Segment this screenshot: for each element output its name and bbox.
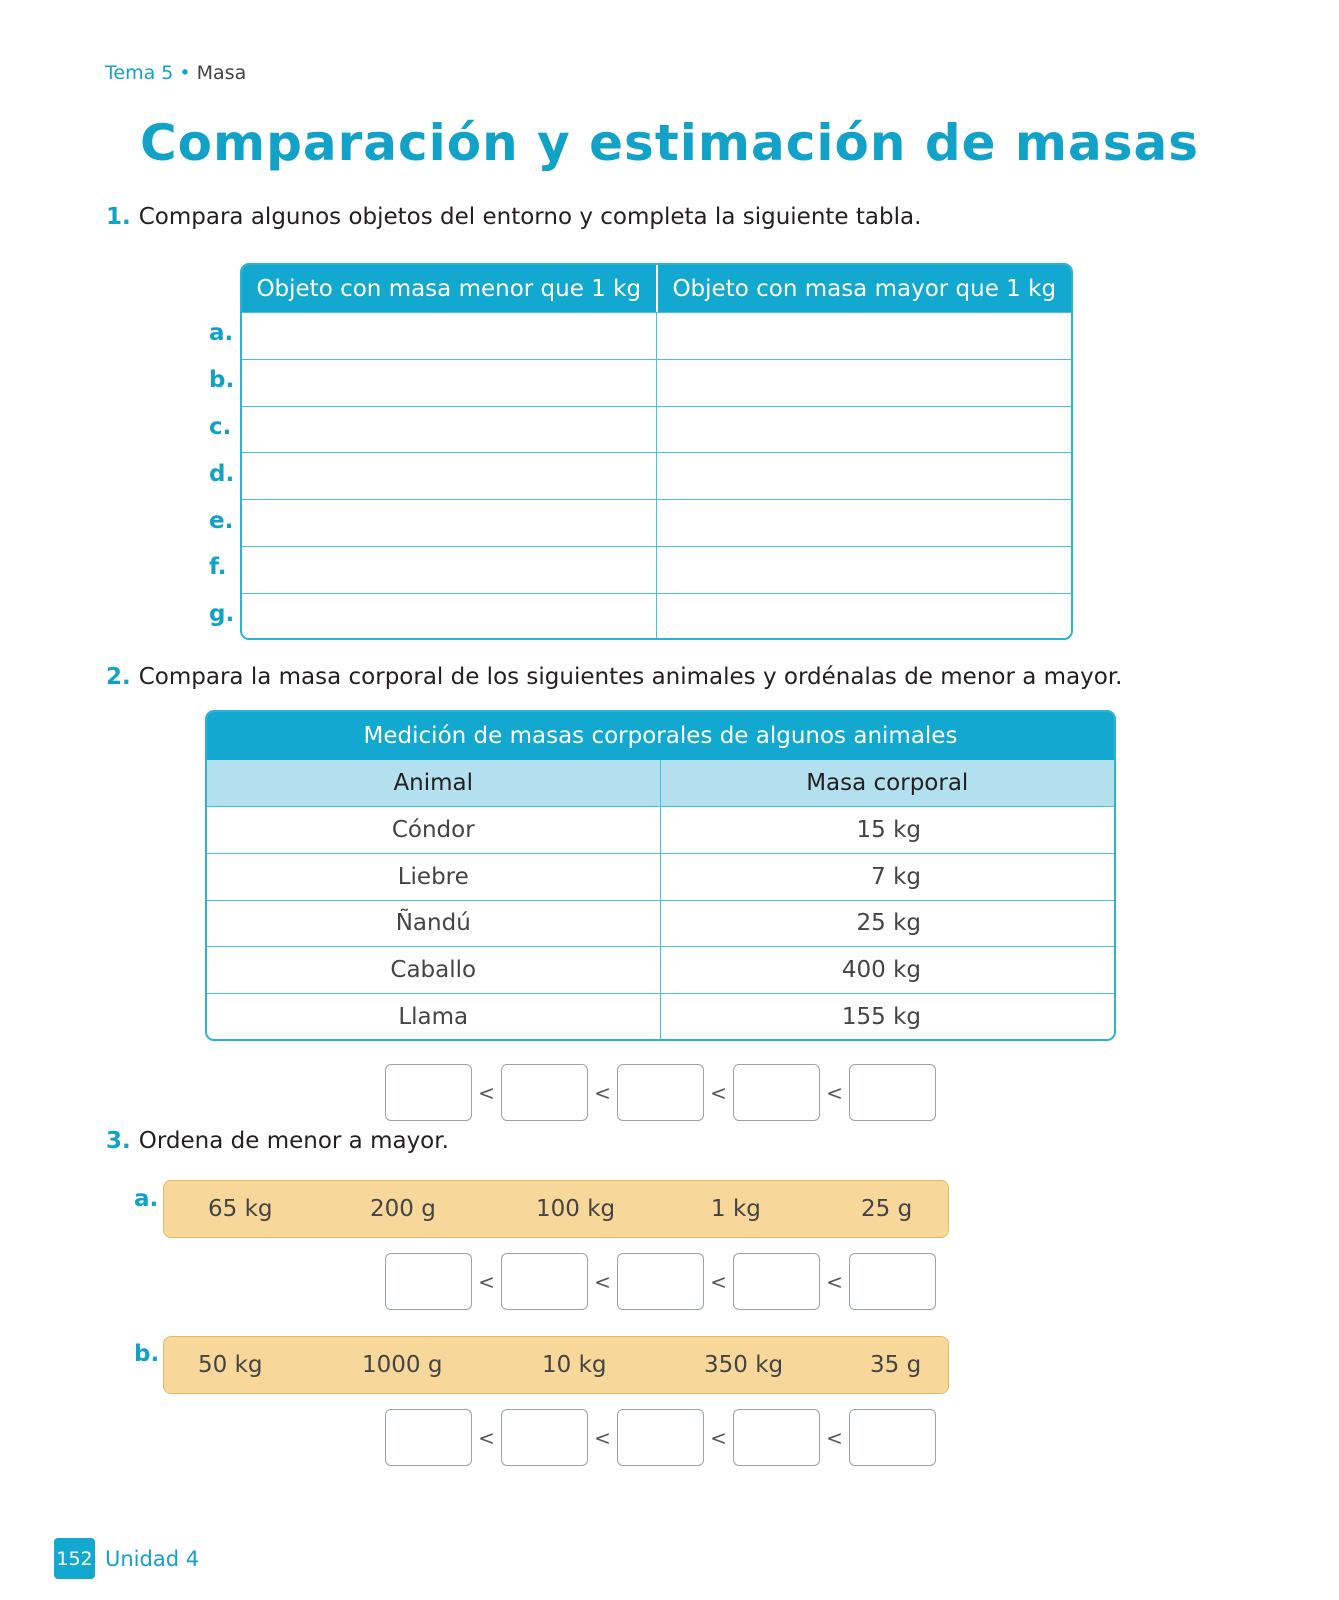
- topic-header: [105, 62, 246, 84]
- question-1: [106, 204, 921, 230]
- table-header-row: [207, 760, 1114, 806]
- mass-value: 50 kg: [198, 1352, 263, 1378]
- answer-box[interactable]: [385, 1409, 472, 1466]
- table-caption: Medición de masas corporales de algunos animales: [207, 712, 1114, 760]
- mass-value: 200 g: [370, 1196, 436, 1222]
- topic-separator: •: [173, 62, 197, 84]
- mass-value: 65 kg: [208, 1196, 273, 1222]
- mass-values-band-a: [163, 1180, 949, 1238]
- question-2-number: 2.: [106, 664, 131, 690]
- mass-cell: 15 kg: [856, 816, 921, 843]
- answer-box[interactable]: [617, 1064, 704, 1121]
- answer-box[interactable]: [501, 1253, 588, 1310]
- table-row: [207, 806, 1114, 853]
- less-than-sign: <: [710, 1425, 727, 1450]
- mass-value: 1 kg: [711, 1196, 761, 1222]
- row-label: d.: [209, 460, 235, 487]
- page-number: 152: [54, 1538, 95, 1579]
- table-row: [242, 406, 1071, 453]
- mass-value: 350 kg: [704, 1352, 784, 1378]
- header-more-than-1kg: Objeto con masa mayor que 1 kg: [672, 275, 1057, 302]
- question-2-text: Compara la masa corporal de los siguientes animales y ordénalas de menor a mayor.: [138, 664, 1123, 690]
- answer-box[interactable]: [617, 1253, 704, 1310]
- topic-number: Tema 5: [105, 62, 174, 84]
- answer-cell[interactable]: [242, 407, 657, 453]
- row-label: g.: [209, 601, 235, 628]
- comparison-table: [240, 263, 1073, 640]
- less-than-sign: <: [478, 1269, 495, 1294]
- less-than-sign: <: [710, 1269, 727, 1294]
- answer-box[interactable]: [733, 1253, 820, 1310]
- item-b-label: b.: [134, 1341, 160, 1367]
- mass-value: 100 kg: [536, 1196, 616, 1222]
- mass-value: 25 g: [861, 1196, 913, 1222]
- answer-box[interactable]: [849, 1409, 936, 1466]
- table-row: [207, 993, 1114, 1040]
- row-label: c.: [209, 413, 232, 440]
- table-row: [242, 499, 1071, 546]
- answer-cell[interactable]: [242, 547, 657, 593]
- less-than-sign: <: [826, 1269, 843, 1294]
- answer-cell[interactable]: [242, 360, 657, 406]
- animal-mass-table: [205, 710, 1116, 1041]
- table-row: [207, 900, 1114, 947]
- page-footer: [54, 1538, 199, 1579]
- header-less-than-1kg: Objeto con masa menor que 1 kg: [242, 265, 658, 312]
- animal-cell: Liebre: [207, 854, 661, 900]
- mass-value: 1000 g: [362, 1352, 443, 1378]
- table-row: [242, 593, 1071, 640]
- less-than-sign: <: [826, 1425, 843, 1450]
- page-title: Comparación y estimación de masas: [139, 114, 1200, 172]
- table-row: [242, 312, 1071, 359]
- row-label: a.: [209, 320, 234, 347]
- less-than-sign: <: [710, 1080, 727, 1105]
- animal-cell: Cóndor: [207, 807, 661, 853]
- question-1-text: Compara algunos objetos del entorno y completa la siguiente tabla.: [138, 204, 922, 230]
- answer-cell[interactable]: [657, 313, 1071, 359]
- answer-box[interactable]: [733, 1064, 820, 1121]
- table-1-row-labels: [209, 310, 239, 638]
- less-than-sign: <: [826, 1080, 843, 1105]
- mass-values-band-b: [163, 1336, 949, 1394]
- mass-cell: 7 kg: [871, 863, 921, 890]
- answer-box[interactable]: [617, 1409, 704, 1466]
- answer-box[interactable]: [501, 1064, 588, 1121]
- order-answer-row-3b: [385, 1409, 936, 1466]
- answer-box[interactable]: [385, 1064, 472, 1121]
- header-animal: Animal: [207, 760, 661, 806]
- answer-cell[interactable]: [657, 547, 1071, 593]
- table-row: [242, 546, 1071, 593]
- table-row: [242, 452, 1071, 499]
- answer-cell[interactable]: [242, 313, 657, 359]
- topic-name: Masa: [196, 62, 247, 84]
- mass-cell: 155 kg: [841, 1004, 921, 1031]
- answer-cell[interactable]: [657, 453, 1071, 499]
- order-answer-row-q2: [385, 1064, 936, 1121]
- row-label: f.: [209, 554, 227, 581]
- animal-cell: Caballo: [207, 947, 661, 993]
- animal-cell: Ñandú: [207, 901, 661, 947]
- answer-cell[interactable]: [657, 500, 1071, 546]
- order-answer-row-3a: [385, 1253, 936, 1310]
- mass-cell: 400 kg: [841, 957, 921, 984]
- table-header-row: [242, 265, 1071, 312]
- answer-box[interactable]: [849, 1253, 936, 1310]
- header-mass: Masa corporal: [806, 770, 969, 796]
- question-1-number: 1.: [106, 204, 131, 230]
- less-than-sign: <: [594, 1269, 611, 1294]
- unit-label: Unidad 4: [105, 1546, 200, 1571]
- item-a-label: a.: [134, 1186, 159, 1212]
- answer-cell[interactable]: [657, 594, 1071, 640]
- less-than-sign: <: [594, 1080, 611, 1105]
- table-row: [207, 946, 1114, 993]
- table-row: [242, 359, 1071, 406]
- question-3: [106, 1128, 449, 1154]
- less-than-sign: <: [478, 1080, 495, 1105]
- answer-cell[interactable]: [657, 360, 1071, 406]
- answer-cell[interactable]: [242, 500, 657, 546]
- answer-cell[interactable]: [242, 453, 657, 499]
- mass-value: 10 kg: [542, 1352, 607, 1378]
- question-3-number: 3.: [106, 1128, 131, 1154]
- mass-cell: 25 kg: [856, 910, 921, 937]
- animal-cell: Llama: [207, 994, 661, 1040]
- less-than-sign: <: [478, 1425, 495, 1450]
- answer-cell[interactable]: [242, 594, 657, 640]
- answer-box[interactable]: [385, 1253, 472, 1310]
- answer-box[interactable]: [733, 1409, 820, 1466]
- question-2: [106, 664, 1122, 690]
- less-than-sign: <: [594, 1425, 611, 1450]
- answer-cell[interactable]: [657, 407, 1071, 453]
- question-3-text: Ordena de menor a mayor.: [138, 1128, 449, 1154]
- table-row: [207, 853, 1114, 900]
- answer-box[interactable]: [849, 1064, 936, 1121]
- mass-value: 35 g: [870, 1352, 922, 1378]
- row-label: b.: [209, 367, 235, 394]
- answer-box[interactable]: [501, 1409, 588, 1466]
- row-label: e.: [209, 507, 234, 534]
